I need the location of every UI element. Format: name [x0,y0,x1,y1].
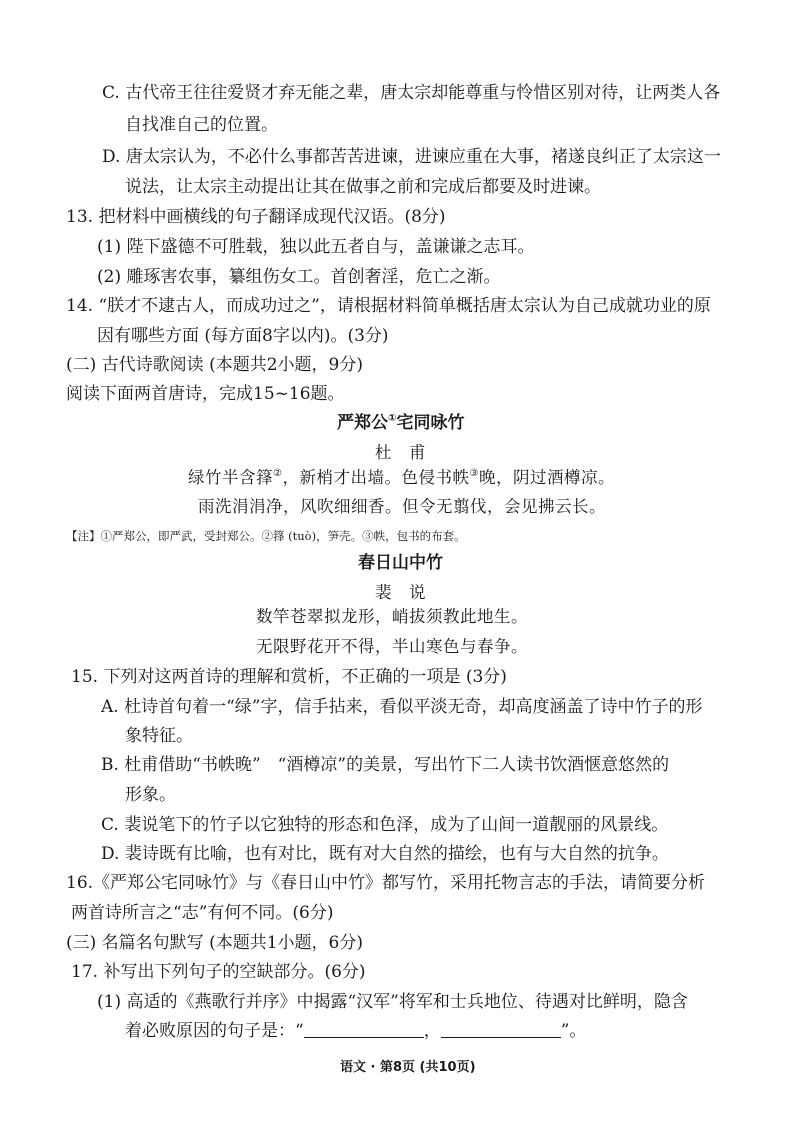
q15-option-a-line1: A. 杜诗首句着一“绿”字，信手拈来，看似平淡无奇，却高度涵盖了诗中竹子的形 [101,697,703,717]
section-2-heading: (二) 古代诗歌阅读 (本题共2小题，9分) [66,355,363,375]
poem1-line2: 雨洗涓涓净，风吹细细香。但令无翦伐，会见拂云长。 [198,497,606,516]
q12-option-d-line1: D. 唐太宗认为，不必什么事都苦苦进谏，进谏应重在大事，褚遂良纠正了太宗这一 [102,147,721,167]
poem1-author: 杜 甫 [375,443,426,462]
poem2-title: 春日山中竹 [358,553,443,573]
q13-sentence-2: (2) 雕琢害农事，纂组伤女工。首创奢淫，危亡之渐。 [97,267,501,287]
q16-line2: 两首诗所言之“志”有何不同。(6分) [71,903,334,923]
q17-sentence-1-line2: 着必败原因的句子是：“ ， ”。 [125,1021,587,1041]
q15-option-c: C. 裴说笔下的竹子以它独特的形态和色泽，成为了山间一道靓丽的风景线。 [101,815,669,835]
q15-option-b-line1: B. 杜甫借助“书帙晚” “酒樽凉”的美景，写出竹下二人读书饮酒惬意悠然的 [101,755,670,775]
poem1-footnote: 【注】①严郑公，即严武，受封郑公。②箨 (tuò)，笋壳。③帙，包书的布套。 [66,529,466,543]
q17-blank-1[interactable] [304,1023,424,1038]
q12-option-c-line1: C. 古代帝王往往爱贤才弃无能之辈，唐太宗却能尊重与怜惜区别对待，让两类人各 [102,83,721,103]
poem2-author: 裴 说 [375,583,426,602]
poem1-title: 严郑公①宅同咏竹 [337,413,465,433]
q13-stem: 13. 把材料中画横线的句子翻译成现代汉语。(8分) [66,207,446,227]
q12-option-d-line2: 说法，让太宗主动提出让其在做事之前和完成后都要及时进谏。 [125,177,601,197]
q15-option-b-line2: 形象。 [125,785,176,805]
q15-option-d: D. 裴诗既有比喻，也有对比，既有对大自然的描绘，也有与大自然的抗争。 [101,844,669,864]
section-2-instruction: 阅读下面两首唐诗，完成15~16题。 [66,384,345,404]
q12-option-c-line2: 自找准自己的位置。 [125,115,278,135]
poem2-line2: 无限野花开不得，半山寒色与春争。 [256,637,528,656]
q13-sentence-1: (1) 陛下盛德不可胜载，独以此五者自与，盖谦谦之志耳。 [97,237,535,257]
q17-stem: 17. 补写出下列句子的空缺部分。(6分) [71,962,366,982]
q15-option-a-line2: 象特征。 [125,726,193,746]
q14-line2: 因有哪些方面 (每方面8字以内)。(3分) [97,326,389,346]
q17-sentence-1-line1: (1) 高适的《燕歌行并序》中揭露“汉军”将军和士兵地位、待遇对比鲜明，隐含 [97,992,688,1012]
q15-stem: 15. 下列对这两首诗的理解和赏析，不正确的一项是 (3分) [71,667,507,687]
q14-line1: 14. “朕才不逮古人，而成功过之”，请根据材料简单概括唐太宗认为自己成就功业的原 [66,296,711,316]
section-3-heading: (三) 名篇名句默写 (本题共1小题，6分) [66,933,363,953]
q17-blank-2[interactable] [441,1023,561,1038]
poem1-line1: 绿竹半含箨②，新梢才出墙。色侵书帙③晚，阴过酒樽凉。 [188,468,615,487]
page-footer: 语文 · 第8页 (共10页) [340,1060,476,1075]
poem2-line1: 数竿苍翠拟龙形，峭拔须教此地生。 [256,607,528,626]
q16-line1: 16.《严郑公宅同咏竹》与《春日山中竹》都写竹，采用托物言志的手法，请简要分析 [66,873,706,893]
